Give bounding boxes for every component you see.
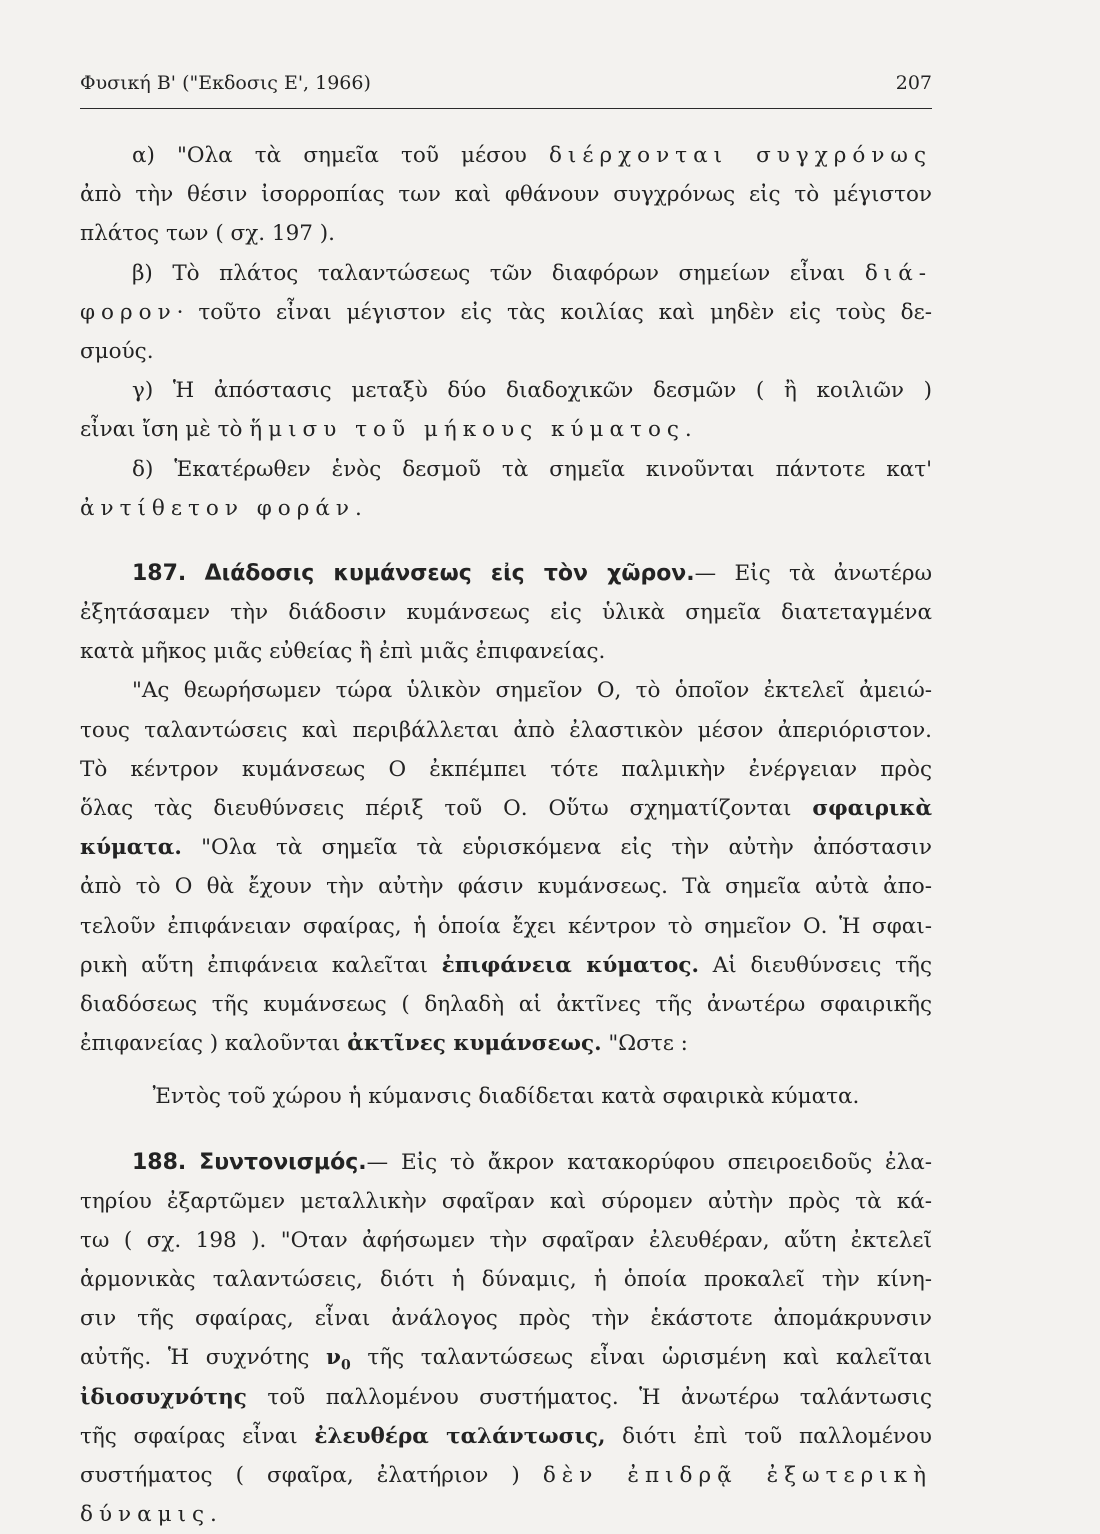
sec187-line-11: ρικὴ αὕτη ἐπιφάνεια καλεῖται ἐπιφάνεια κύματος. Αἱ διευθύνσεις τῆς bbox=[80, 952, 932, 978]
beta-line-2: φορον· τοῦτο εἶναι μέγιστον εἰς τὰς κοιλίας καὶ μηδὲν εἰς τοὺς δε- bbox=[80, 299, 932, 325]
alpha-line-3: πλάτος των ( σχ. 197 ). bbox=[80, 221, 336, 247]
sec187-line-10: τελοῦν ἐπιφάνειαν σφαίρας, ἡ ὁποία ἔχει κέντρον τὸ σημεῖον Ο. Ἡ σφαι- bbox=[80, 913, 932, 939]
header-title: Φυσική Β' ("Εκδοσις Ε', 1966) bbox=[80, 72, 371, 94]
delta-line-1: δ) Ἑκατέρωθεν ἑνὸς δεσμοῦ τὰ σημεῖα κινοῦνται πάντοτε κατ' bbox=[132, 456, 932, 482]
alpha-line-1: α) "Ολα τὰ σημεῖα τοῦ μέσου διέρχονται συγχρόνως bbox=[132, 143, 932, 168]
gamma-line-1: γ) Ἡ ἀπόστασις μεταξὺ δύο διαδοχικῶν δεσμῶν ( ἢ κοιλιῶν ) bbox=[132, 378, 932, 404]
sec187-line-7: ὅλας τὰς διευθύνσεις πέριξ τοῦ Ο. Οὕτω σχηματίζονται σφαιρικὰ bbox=[80, 796, 932, 821]
sec187-line-3: κατὰ μῆκος μιᾶς εὐθείας ἢ ἐπὶ μιᾶς ἐπιφανείας. bbox=[80, 639, 606, 665]
sec188-line-5: σιν τῆς σφαίρας, εἶναι ἀνάλογος πρὸς τὴν ἑκάστοτε ἀπομάκρυνσιν bbox=[80, 1306, 932, 1332]
delta-line-2: ἀντίθετον φοράν. bbox=[80, 495, 368, 521]
sec187-line-8: κύματα. "Ολα τὰ σημεῖα τὰ εὑρισκόμενα εἰς τὴν αὐτὴν ἀπόστασιν bbox=[80, 835, 932, 861]
sec188-line-3: τω ( σχ. 198 ). "Οταν ἀφήσωμεν τὴν σφαῖραν ἐλευθέραν, αὕτη ἐκτελεῖ bbox=[80, 1227, 932, 1253]
sec187-line-4: "Ας θεωρήσωμεν τώρα ὑλικὸν σημεῖον Ο, τὸ ὁποῖον ἐκτελεῖ ἀμειώ- bbox=[132, 678, 932, 704]
sec188-line-2: τηρίου ἐξαρτῶμεν μεταλλικὴν σφαῖραν καὶ σύρομεν αὐτὴν πρὸς τὰ κά- bbox=[80, 1188, 932, 1214]
running-header bbox=[80, 72, 932, 102]
sec188-number: 188. bbox=[132, 1149, 187, 1175]
sec188-line-8: τῆς σφαίρας εἶναι ἐλευθέρα ταλάντωσις, διότι ἐπὶ τοῦ παλλομένου bbox=[80, 1423, 932, 1449]
sec188-line-4: ἁρμονικὰς ταλαντώσεις, διότι ἡ δύναμις, ἡ ὁποία προκαλεῖ τὴν κίνη- bbox=[80, 1267, 932, 1293]
alpha-line-2: ἀπὸ τὴν θέσιν ἰσορροπίας των καὶ φθάνουν συγχρόνως εἰς τὸ μέγιστον bbox=[80, 182, 932, 208]
sec187-number: 187. bbox=[132, 560, 187, 586]
beta-line-3: σμούς. bbox=[80, 338, 154, 364]
sec187-line-13: ἐπιφανείας ) καλοῦνται ἀκτῖνες κυμάνσεως. "Ωστε : bbox=[80, 1031, 688, 1057]
sec187-title: Διάδοσις κυμάνσεως εἰς τὸν χῶρον. bbox=[204, 560, 695, 586]
page-body bbox=[80, 136, 932, 1534]
sec188-line-9: συστήματος ( σφαῖρα, ἐλατήριον ) δὲν ἐπιδρᾷ ἐξωτερικὴ bbox=[80, 1463, 932, 1488]
sec188-line-7: ἰδιοσυχνότης τοῦ παλλομένου συστήματος. Ἡ ἀνωτέρω ταλάντωσις bbox=[80, 1384, 932, 1410]
header-rule bbox=[80, 108, 932, 109]
gamma-line-2: εἶναι ἴση μὲ τὸ ἥμισυ τοῦ μήκους κύματος. bbox=[80, 417, 698, 443]
sec187-line-1: 187. Διάδοσις κυμάνσεως εἰς τὸν χῶρον.— Εἰς τὰ ἀνωτέρω bbox=[132, 560, 932, 586]
sec187-line-6: Τὸ κέντρον κυμάνσεως Ο ἐκπέμπει τότε παλμικὴν ἐνέργειαν πρὸς bbox=[80, 756, 932, 782]
sec187-line-12: διαδόσεως τῆς κυμάνσεως ( δηλαδὴ αἱ ἀκτῖνες τῆς ἀνωτέρω σφαιρικῆς bbox=[80, 991, 932, 1017]
sec188-line-10: δύναμις. bbox=[80, 1502, 223, 1528]
sec187-line-2: ἐξητάσαμεν τὴν διάδοσιν κυμάνσεως εἰς ὑλικὰ σημεῖα διατεταγμένα bbox=[80, 600, 932, 626]
sec187-line-9: ἀπὸ τὸ Ο θὰ ἔχουν τὴν αὐτὴν φάσιν κυμάνσεως. Τὰ σημεῖα αὐτὰ ἀπο- bbox=[80, 874, 932, 900]
sec187-conclusion: Ἐντὸς τοῦ χώρου ἡ κύμανσις διαδίδεται κατὰ σφαιρικὰ κύματα. bbox=[152, 1084, 860, 1110]
sec188-line-1: 188. Συντονισμός.— Εἰς τὸ ἄκρον κατακορύφου σπειροειδοῦς ἐλα- bbox=[132, 1149, 932, 1175]
sec188-title: Συντονισμός. bbox=[199, 1149, 367, 1175]
sec187-line-5: τους ταλαντώσεις καὶ περιβάλλεται ἀπὸ ἐλαστικὸν μέσον ἀπεριόριστον. bbox=[80, 717, 932, 743]
sec188-line-6: αὐτῆς. Ἡ συχνότης $\nu_0$ τῆς ταλαντώσεως εἶναι ὡρισμένη καὶ καλεῖται bbox=[80, 1345, 932, 1374]
beta-line-1: β) Τὸ πλάτος ταλαντώσεως τῶν διαφόρων σημείων εἶναι διά- bbox=[132, 260, 932, 286]
page-number: 207 bbox=[895, 72, 932, 94]
